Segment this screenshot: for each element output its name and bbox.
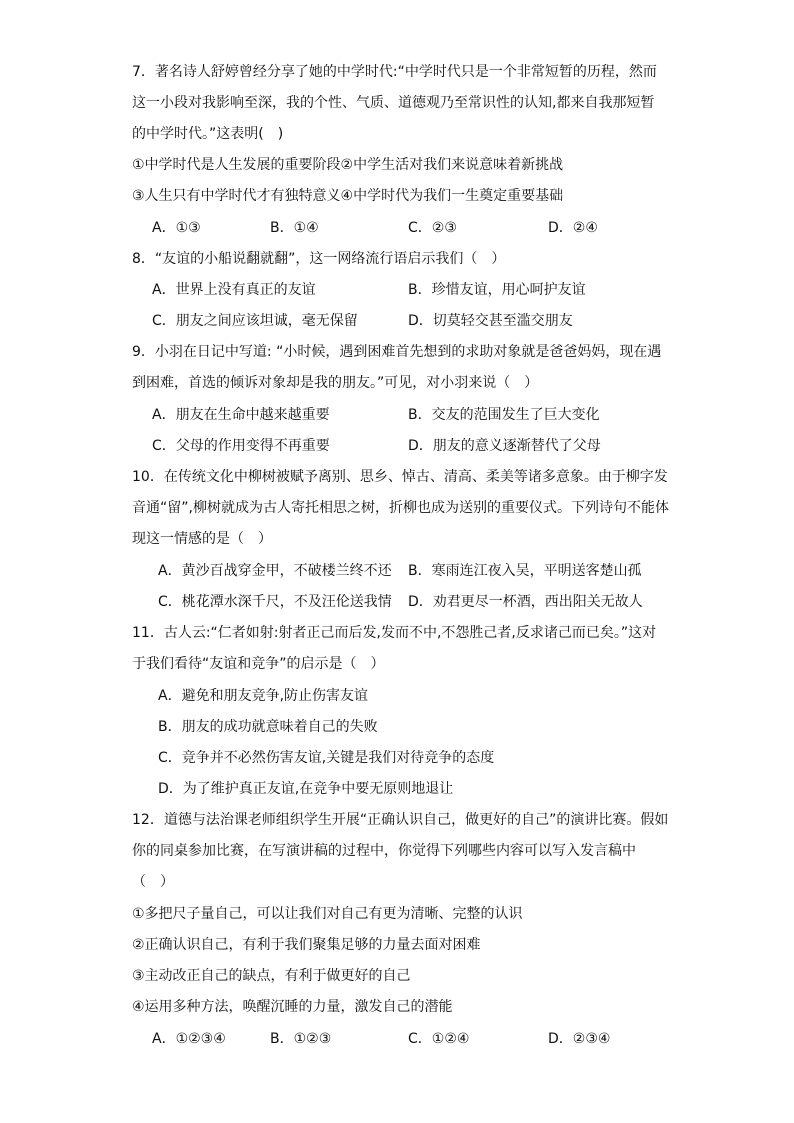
question-12-statement-3: ③主动改正自己的缺点，有利于做更好的自己 — [132, 968, 411, 984]
question-10-stem-line-2: 音通“留”,柳树就成为古人寄托相思之树，折柳也成为送别的重要仪式。下列诗句不能体 — [132, 500, 669, 516]
question-7-stem-line-3: 的中学时代。”这表明( ) — [132, 126, 284, 142]
question-10-option-a[interactable]: A．黄沙百战穿金甲，不破楼兰终不还 — [158, 563, 392, 579]
question-12-statement-4: ④运用多种方法，唤醒沉睡的力量，激发自己的潜能 — [132, 999, 453, 1015]
question-11-option-b[interactable]: B．朋友的成功就意味着自己的失败 — [158, 719, 378, 735]
question-11-option-d[interactable]: D．为了维护真正友谊,在竞争中要无原则地退让 — [158, 781, 454, 797]
question-12-statement-2: ②正确认识自己，有利于我们聚集足够的力量去面对困难 — [132, 937, 481, 953]
question-7-option-c[interactable]: C．②③ — [408, 220, 457, 236]
question-10-stem-line-1: 10．在传统文化中柳树被赋予离别、思乡、悼古、清高、柔美等诸多意象。由于柳字发 — [132, 469, 668, 485]
question-12-stem-line-2: 你的同桌参加比赛，在写演讲稿的过程中，你觉得下列哪些内容可以写入发言稿中 — [132, 843, 636, 859]
question-7-statement-1: ①中学时代是人生发展的重要阶段②中学生活对我们来说意味着新挑战 — [132, 157, 564, 173]
question-7-option-a[interactable]: A．①③ — [152, 220, 201, 236]
question-11-stem-line-1: 11．古人云:“仁者如射:射者正己而后发,发而不中,不怨胜己者,反求诸己而已矣。”这对 — [132, 625, 657, 641]
question-7-statement-2: ③人生只有中学时代才有独特意义④中学时代为我们一生奠定重要基础 — [132, 188, 564, 204]
question-9-option-c[interactable]: C．父母的作用变得不再重要 — [152, 438, 330, 454]
question-8-option-d[interactable]: D．切莫轻交甚至滥交朋友 — [408, 313, 573, 329]
question-8-stem-line-1: 8．“友谊的小船说翻就翻”，这一网络流行语启示我们（ ） — [132, 251, 506, 267]
question-12-stem-line-3: （ ） — [132, 874, 174, 890]
question-11-option-c[interactable]: C．竞争并不必然伤害友谊,关键是我们对待竞争的态度 — [158, 750, 495, 766]
question-12-option-a[interactable]: A．①②③④ — [152, 1031, 226, 1047]
question-7-option-b[interactable]: B．①④ — [270, 220, 319, 236]
question-10-option-c[interactable]: C．桃花潭水深千尺，不及汪伦送我情 — [158, 594, 392, 610]
question-8-option-b[interactable]: B．珍惜友谊，用心呵护友谊 — [408, 282, 586, 298]
question-7-stem-line-1: 7．著名诗人舒婷曾经分享了她的中学时代:“中学时代只是一个非常短暂的历程，然而 — [132, 64, 657, 80]
question-12-option-d[interactable]: D．②③④ — [548, 1031, 611, 1047]
question-10-option-b[interactable]: B．寒雨连江夜入吴，平明送客楚山孤 — [408, 563, 642, 579]
question-12-option-c[interactable]: C．①②④ — [408, 1031, 470, 1047]
question-8-option-a[interactable]: A．世界上没有真正的友谊 — [152, 282, 316, 298]
question-9-option-b[interactable]: B．交友的范围发生了巨大变化 — [408, 407, 600, 423]
question-9-stem-line-2: 到困难，首选的倾诉对象却是我的朋友。”可见，对小羽来说（ ） — [132, 375, 539, 391]
question-9-option-d[interactable]: D．朋友的意义逐渐替代了父母 — [408, 438, 601, 454]
question-7-stem-line-2: 这一小段对我影响至深，我的个性、气质、道德观乃至常识性的认知,都来自我那短暂 — [132, 95, 655, 111]
question-10-option-d[interactable]: D．劝君更尽一杯酒，西出阳关无故人 — [408, 594, 643, 610]
question-11-stem-line-2: 于我们看待“友谊和竞争”的启示是（ ） — [132, 656, 385, 672]
question-10-stem-line-3: 现这一情感的是（ ） — [132, 531, 272, 547]
question-8-option-c[interactable]: C．朋友之间应该坦诚，毫无保留 — [152, 313, 358, 329]
question-12-statement-1: ①多把尺子量自己，可以让我们对自己有更为清晰、完整的认识 — [132, 906, 523, 922]
question-7-option-d[interactable]: D．②④ — [548, 220, 598, 236]
question-12-stem-line-1: 12．道德与法治课老师组织学生开展“正确认识自己，做更好的自己”的演讲比赛。假如 — [132, 812, 669, 828]
question-12-option-b[interactable]: B．①②③ — [270, 1031, 332, 1047]
question-9-stem-line-1: 9．小羽在日记中写道: “小时候，遇到困难首先想到的求助对象就是爸爸妈妈，现在遇 — [132, 344, 662, 360]
question-9-option-a[interactable]: A．朋友在生命中越来越重要 — [152, 407, 330, 423]
question-11-option-a[interactable]: A．避免和朋友竞争,防止伤害友谊 — [158, 688, 369, 704]
